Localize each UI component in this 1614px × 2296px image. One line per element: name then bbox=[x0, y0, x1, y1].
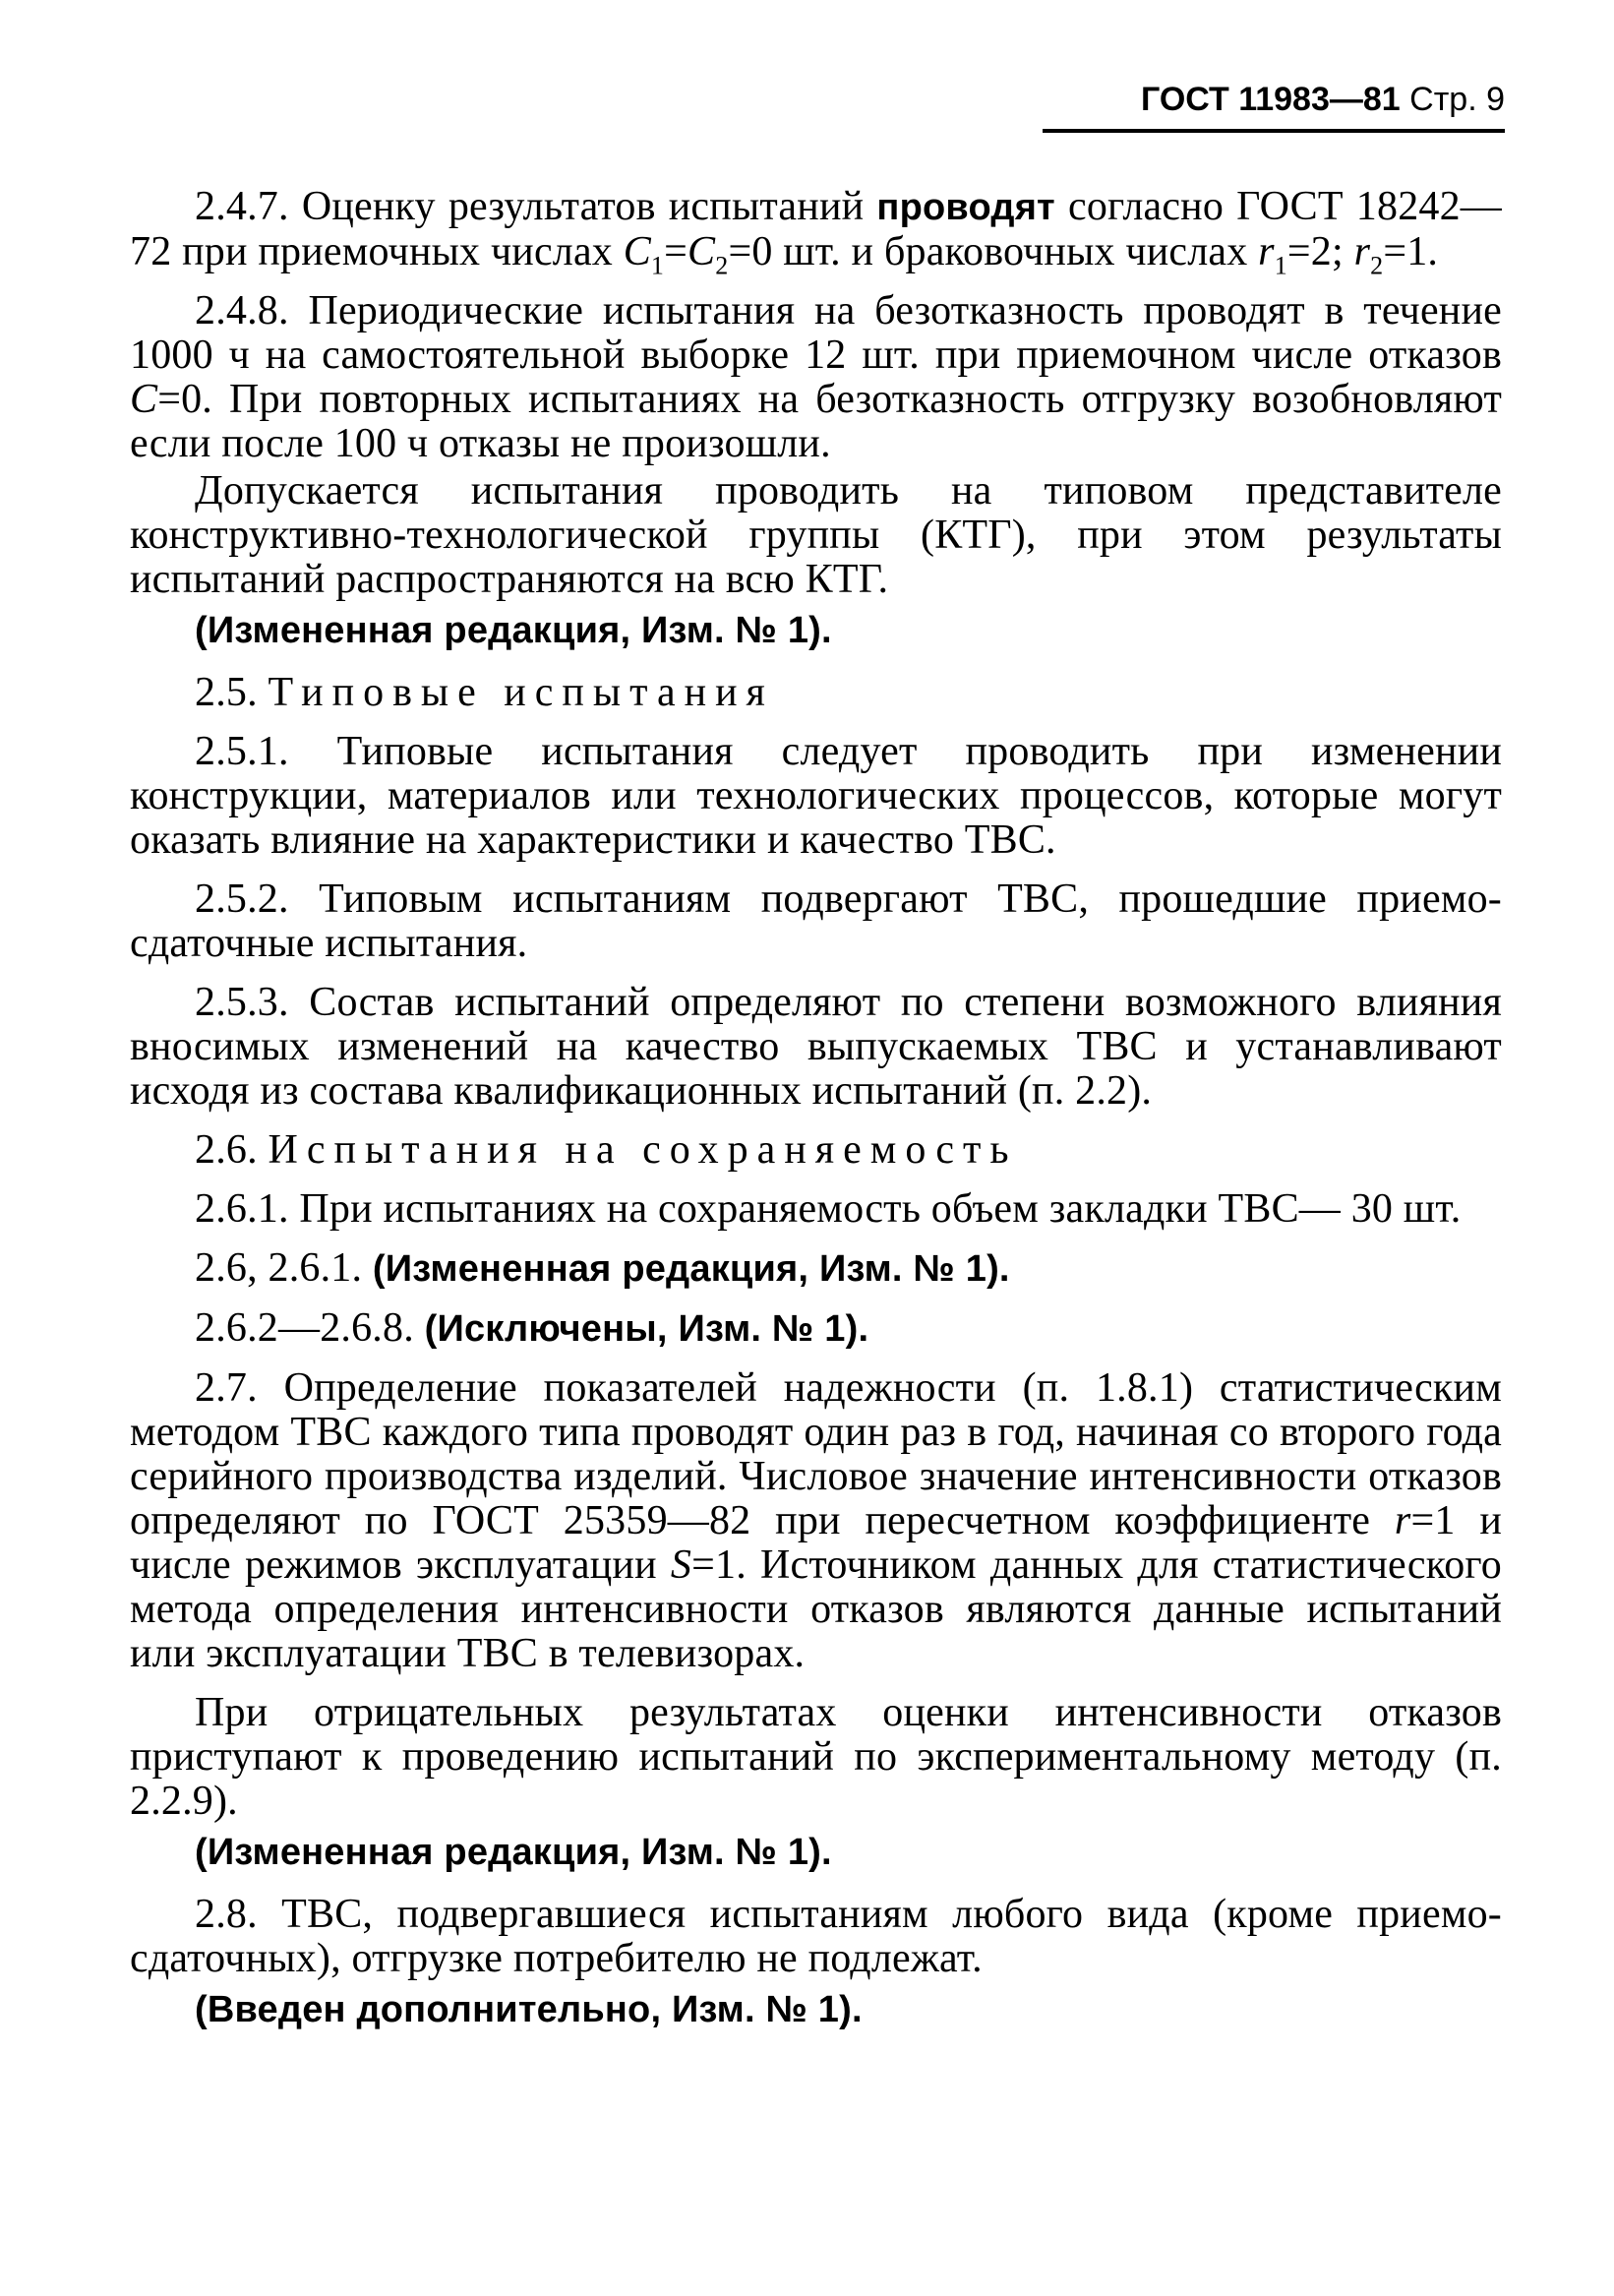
amendment-note: (Измененная редакция, Изм. № 1). bbox=[195, 610, 832, 651]
amendment-note: (Измененная редакция, Изм. № 1). bbox=[195, 1832, 832, 1873]
standard-number: ГОСТ 11983—81 bbox=[1141, 81, 1401, 118]
paragraph-2-4-8: 2.4.8. Периодические испытания на безотказность проводят в течение 1000 ч на самостоятельной выборке 12 шт. при приемочном числе отказов C=0. При повторных испытаниях на безотказность отгрузку возобновляют если после 100 ч отказы не произошли. bbox=[130, 288, 1502, 466]
page-number: Стр. 9 bbox=[1409, 81, 1505, 118]
paragraph-2-5-3: 2.5.3. Состав испытаний определяют по степени возможного влияния вносимых изменений на качество выпускаемых ТВС и устанавливают исходя из состава квалификационных испытаний (п. 2.2). bbox=[130, 980, 1502, 1114]
paragraph-2-6-2-excluded: 2.6.2—2.6.8. (Исключены, Изм. № 1). bbox=[195, 1305, 869, 1351]
section-heading-2-5: 2.5. Типовые испытания bbox=[195, 670, 774, 715]
paragraph-2-8: 2.8. ТВС, подвергавшиеся испытаниям любого вида (кроме приемо-сдаточных), отгрузке потребителю не подлежат. bbox=[130, 1892, 1502, 1981]
paragraph-2-6-1: 2.6.1. При испытаниях на сохраняемость объем закладки ТВС— 30 шт. bbox=[195, 1186, 1462, 1232]
page-header bbox=[1043, 81, 1505, 133]
paragraph-2-5-1: 2.5.1. Типовые испытания следует проводить при изменении конструкции, материалов или технологических процессов, которые могут оказать влияние на характеристики и качество ТВС. bbox=[130, 729, 1502, 863]
paragraph-2-5-2: 2.5.2. Типовым испытаниям подвергают ТВС, прошедшие приемо-сдаточные испытания. bbox=[130, 876, 1502, 966]
document-body bbox=[130, 185, 1502, 2050]
paragraph-2-4-7: 2.4.7. Оценку результатов испытаний проводят согласно ГОСТ 18242—72 при приемочных числах $C_1=C_2=0$ шт. и браковочных числах $r_1=2$; $r_2=1$. bbox=[130, 184, 1502, 280]
section-heading-2-6: 2.6. Испытания на сохраняемость bbox=[195, 1127, 1018, 1173]
paragraph-2-7: 2.7. Определение показателей надежности (п. 1.8.1) статистическим методом ТВС каждого типа проводят один раз в год, начиная со второго года серийного производства изделий. Числовое значение интенсивности отказов определяют по ГОСТ 25359—82 при пересчетном коэффициенте r=1 и числе режимов эксплуатации S=1. Источником данных для статистического метода определения интенсивности отказов являются данные испытаний или эксплуатации ТВС в телевизорах. bbox=[130, 1365, 1503, 1676]
paragraph-2-4-8-continuation: Допускается испытания проводить на типовом представителе конструктивно-технологической группы (КТГ), при этом результаты испытаний распространяются на всю КТГ. bbox=[130, 468, 1502, 602]
paragraph-2-6-note: 2.6, 2.6.1. (Измененная редакция, Изм. № 1). bbox=[195, 1245, 1010, 1291]
paragraph-2-7-continuation: При отрицательных результатах оценки интенсивности отказов приступают к проведению испытаний по экспериментальному методу (п. 2.2.9). bbox=[130, 1690, 1502, 1824]
amendment-note: (Введен дополнительно, Изм. № 1). bbox=[195, 1989, 863, 2030]
